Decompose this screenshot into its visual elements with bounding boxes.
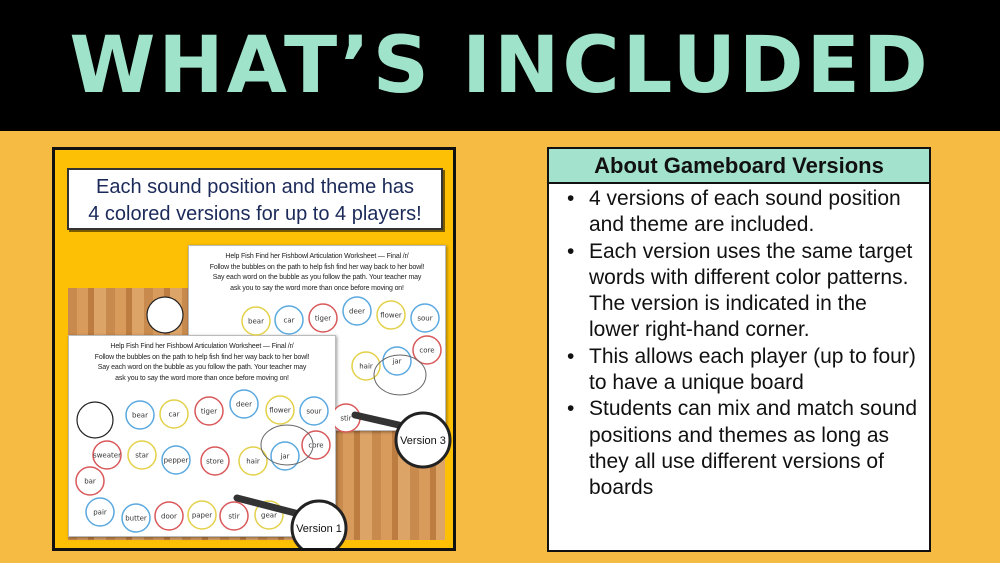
bubble-word: core [308,441,324,450]
bubble-bear [242,307,270,335]
bubble-word: flower [269,406,291,415]
bubble-word: door [161,512,177,521]
about-bullet: • Students can mix and match sound positions and themes as long as they all use different versions of boards [567,396,919,501]
version-3-label: Version 3 [400,435,446,447]
bubble-word: pepper [163,456,189,465]
about-panel [547,147,931,552]
bubble-stir [220,502,248,530]
version-1-label: Version 1 [296,523,342,535]
sheet-line: Say each word on the bubble as you follow the path. Your teacher may [97,364,307,371]
page-title: WHAT’S INCLUDED [69,20,931,111]
bubble-jar [271,442,299,470]
bubble-word: stir [340,414,352,423]
bubble-word: tiger [314,314,332,323]
bubble-butter [122,504,150,532]
sheet-line: ask you to say the word more than once before moving on! [115,374,289,382]
bubble-word: core [419,346,435,355]
bubble-word: sour [417,314,433,323]
bubble-flower [266,396,294,424]
bubble-tiger [309,304,337,332]
bubble-bear [126,401,154,429]
bubble-pepper [162,446,190,474]
bubble-hair [239,447,267,475]
about-bullet: • This allows each player (up to four) to have a unique board [567,344,919,397]
bubble-word: pair [93,508,107,517]
bubble-sour [300,397,328,425]
bubbles-layer [55,150,456,551]
bubble-word: paper [191,511,213,520]
bubble-flower [377,301,405,329]
bubble-word: bear [132,411,148,420]
bubble-word: store [206,457,224,466]
bubble-word: jar [392,357,402,366]
sheet-line: Help Fish Find her Fishbowl Articulation Worksheet — Final /r/ [225,253,409,260]
bubble-car [160,400,188,428]
pufferfish-icon [147,297,183,333]
bubble-door [155,502,183,530]
bubble-sour [411,304,439,332]
bubble-word: jar [280,452,290,461]
bubble-word: bear [248,317,264,326]
sheet-line: ask you to say the word more than once before moving on! [230,284,404,292]
bubble-word: car [283,316,295,325]
header-banner [0,0,1000,131]
bubble-word: car [168,410,180,419]
magnifier-handle-icon [355,415,403,426]
bubble-paper [188,501,216,529]
bubble-word: hair [246,457,260,466]
bubble-word: deer [236,400,252,409]
pufferfish-icon [77,402,113,438]
bubble-store [201,447,229,475]
bubble-jar [383,347,411,375]
about-list [549,184,929,502]
sheet-line: Follow the bubbles on the path to help fish find her way back to her bowl! [209,263,425,271]
sheet-line: Help Fish Find her Fishbowl Articulation Worksheet — Final /r/ [110,343,294,350]
bubble-word: butter [125,514,147,523]
sheet-line: Follow the bubbles on the path to help fish find her way back to her bowl! [94,353,310,361]
about-title: About Gameboard Versions [549,149,929,184]
bubble-hair [352,352,380,380]
bubble-word: bar [84,477,96,486]
bubble-deer [343,297,371,325]
bubble-word: deer [349,307,365,316]
bubble-pair [86,498,114,526]
bubble-tiger [195,397,223,425]
about-bullet: • 4 versions of each sound position and theme are included. [567,186,919,239]
bubble-car [275,306,303,334]
bubble-word: sour [306,407,322,416]
gameboard-preview-image [52,147,456,551]
bubble-word: stir [228,512,240,521]
bubble-word: sweater [93,451,121,460]
bubble-word: hair [359,362,373,371]
bubble-core [302,431,330,459]
caption-line: Each sound position and theme has [96,176,414,198]
bubble-word: star [135,451,149,460]
sheet-line: Say each word on the bubble as you follow the path. Your teacher may [212,274,422,281]
bubble-word: flower [380,311,402,320]
bubble-star [128,441,156,469]
bubble-deer [230,390,258,418]
bubble-sweater [93,441,121,469]
caption-line: 4 colored versions for up to 4 players! [88,203,422,225]
about-bullet: • Each version uses the same target words with different color patterns. The version is indicated in the lower right-hand corner. [567,239,919,344]
bubble-word: tiger [200,407,218,416]
bubble-bar [76,467,104,495]
bubble-word: gear [261,511,277,520]
